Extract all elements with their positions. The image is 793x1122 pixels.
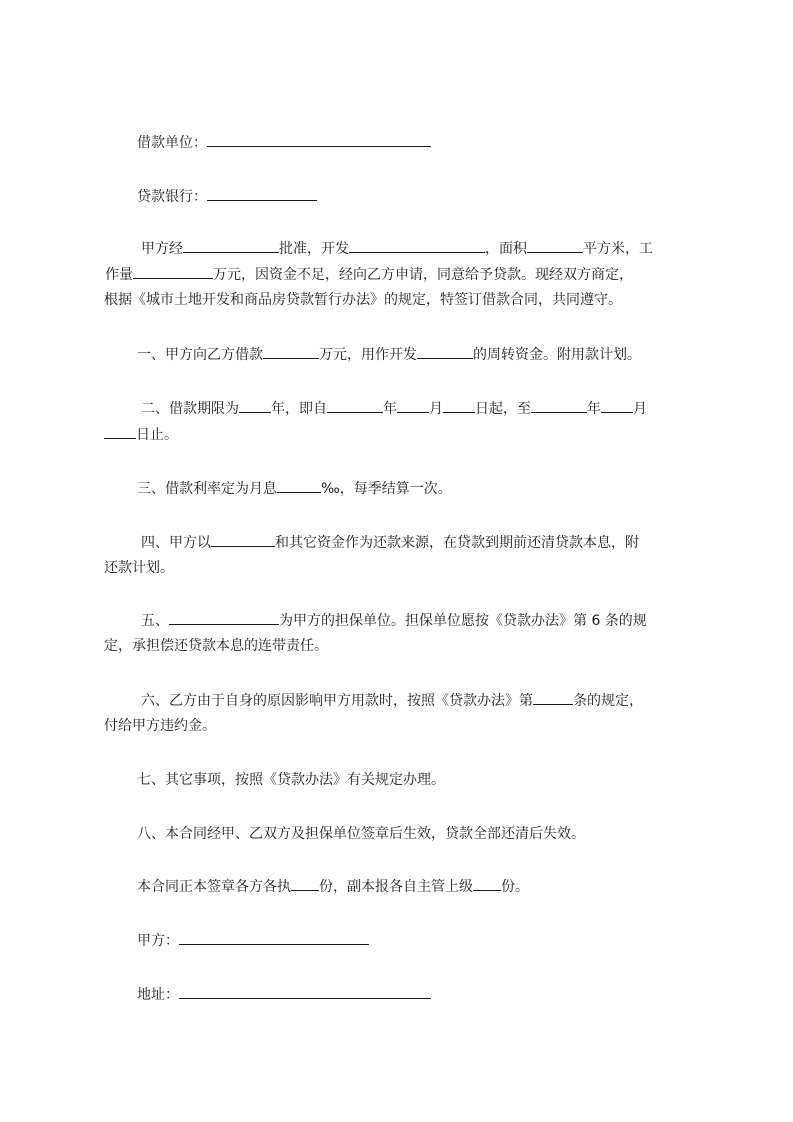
- clause-text: 的周转资金。附用款计划。: [473, 347, 641, 363]
- clause-text: 年，即自: [271, 401, 327, 417]
- clause-6-line-2: [104, 716, 216, 736]
- clause-text: 付给甲方违约金。: [104, 718, 216, 734]
- address-blank[interactable]: [179, 984, 431, 999]
- clause-text: 为甲方的担保单位。担保单位愿按《贷款办法》第 6 条的规: [279, 613, 647, 629]
- guarantor-blank[interactable]: [169, 610, 279, 625]
- party-a-line: [137, 930, 369, 951]
- intro-text: 批准，开发: [279, 241, 349, 257]
- intro-text: 万元，因资金不足，经向乙方申请，同意给予贷款。现经双方商定，: [213, 267, 633, 283]
- clause-3: [137, 478, 452, 499]
- party-a-label: 甲方：: [137, 933, 179, 949]
- area-blank[interactable]: [527, 238, 583, 253]
- intro-text: 作量: [105, 267, 133, 283]
- clause-text: 日止。: [136, 427, 178, 443]
- bank-line: [137, 186, 317, 207]
- clause-7: [137, 770, 445, 790]
- borrower-label: 借款单位：: [137, 135, 207, 151]
- loan-amount-blank[interactable]: [263, 344, 319, 359]
- intro-text: 甲方经: [141, 241, 183, 257]
- clause-text: 年: [587, 401, 601, 417]
- repayment-source-blank[interactable]: [211, 532, 275, 547]
- address-line: [137, 984, 431, 1005]
- copies-clause: [137, 876, 529, 897]
- clause-text: 定，承担偿还贷款本息的连带责任。: [104, 638, 328, 654]
- interest-rate-blank[interactable]: [277, 478, 321, 493]
- clause-text: 八、本合同经甲、乙双方及担保单位签章后生效，贷款全部还清后失效。: [137, 826, 585, 842]
- project-blank[interactable]: [349, 238, 485, 253]
- clause-text: 一、甲方向乙方借款: [137, 347, 263, 363]
- original-copies-blank[interactable]: [291, 876, 319, 891]
- clause-text: 三、借款利率定为月息: [137, 481, 277, 497]
- clause-4-line-1: [141, 532, 639, 553]
- clause-2-line-1: [141, 398, 647, 419]
- clause-text: 五、: [141, 613, 169, 629]
- intro-text: 根据《城市土地开发和商品房贷款暂行办法》的规定，特签订借款合同，共同遵守。: [104, 292, 622, 308]
- clause-text: 份，副本报各自主管上级: [319, 879, 473, 895]
- intro-text: 平方米，工: [583, 241, 653, 257]
- clause-text: 日起，至: [475, 401, 531, 417]
- clause-8: [137, 824, 585, 844]
- intro-line-3: [104, 290, 622, 310]
- clause-2-line-2: [104, 424, 178, 445]
- end-day-blank[interactable]: [104, 424, 136, 439]
- clause-text: 还款计划。: [104, 560, 174, 576]
- start-day-blank[interactable]: [443, 398, 475, 413]
- clause-text: 二、借款期限为: [141, 401, 239, 417]
- clause-text: 七、其它事项，按照《贷款办法》有关规定办理。: [137, 772, 445, 788]
- borrower-line: [137, 132, 431, 153]
- clause-5-line-1: [141, 610, 647, 631]
- workload-blank[interactable]: [133, 264, 213, 279]
- intro-line-1: [141, 238, 653, 259]
- intro-text: ，面积: [485, 241, 527, 257]
- intro-line-2: [105, 264, 633, 285]
- clause-text: 年: [383, 401, 397, 417]
- party-a-blank[interactable]: [179, 930, 369, 945]
- clause-text: 月: [633, 401, 647, 417]
- clause-4-line-2: [104, 558, 174, 578]
- clause-5-line-2: [104, 636, 328, 656]
- end-year-blank[interactable]: [531, 398, 587, 413]
- duplicate-copies-blank[interactable]: [473, 876, 501, 891]
- address-label: 地址：: [137, 987, 179, 1003]
- development-blank[interactable]: [417, 344, 473, 359]
- clause-text: 条的规定，: [573, 693, 643, 709]
- bank-blank[interactable]: [207, 186, 317, 201]
- clause-text: 万元，用作开发: [319, 347, 417, 363]
- clause-text: ‰，每季结算一次。: [321, 481, 452, 497]
- bank-label: 贷款银行：: [137, 189, 207, 205]
- clause-text: 本合同正本签章各方各执: [137, 879, 291, 895]
- clause-text: 月: [429, 401, 443, 417]
- start-month-blank[interactable]: [397, 398, 429, 413]
- clause-text: 六、乙方由于自身的原因影响甲方用款时，按照《贷款办法》第: [141, 693, 533, 709]
- clause-text: 四、甲方以: [141, 535, 211, 551]
- clause-text: 和其它资金作为还款来源，在贷款到期前还清贷款本息，附: [275, 535, 639, 551]
- penalty-article-blank[interactable]: [533, 690, 573, 705]
- clause-1: [137, 344, 641, 365]
- approval-blank[interactable]: [183, 238, 279, 253]
- borrower-blank[interactable]: [207, 132, 431, 147]
- end-month-blank[interactable]: [601, 398, 633, 413]
- clause-text: 份。: [501, 879, 529, 895]
- start-year-blank[interactable]: [327, 398, 383, 413]
- clause-6-line-1: [141, 690, 643, 711]
- term-years-blank[interactable]: [239, 398, 271, 413]
